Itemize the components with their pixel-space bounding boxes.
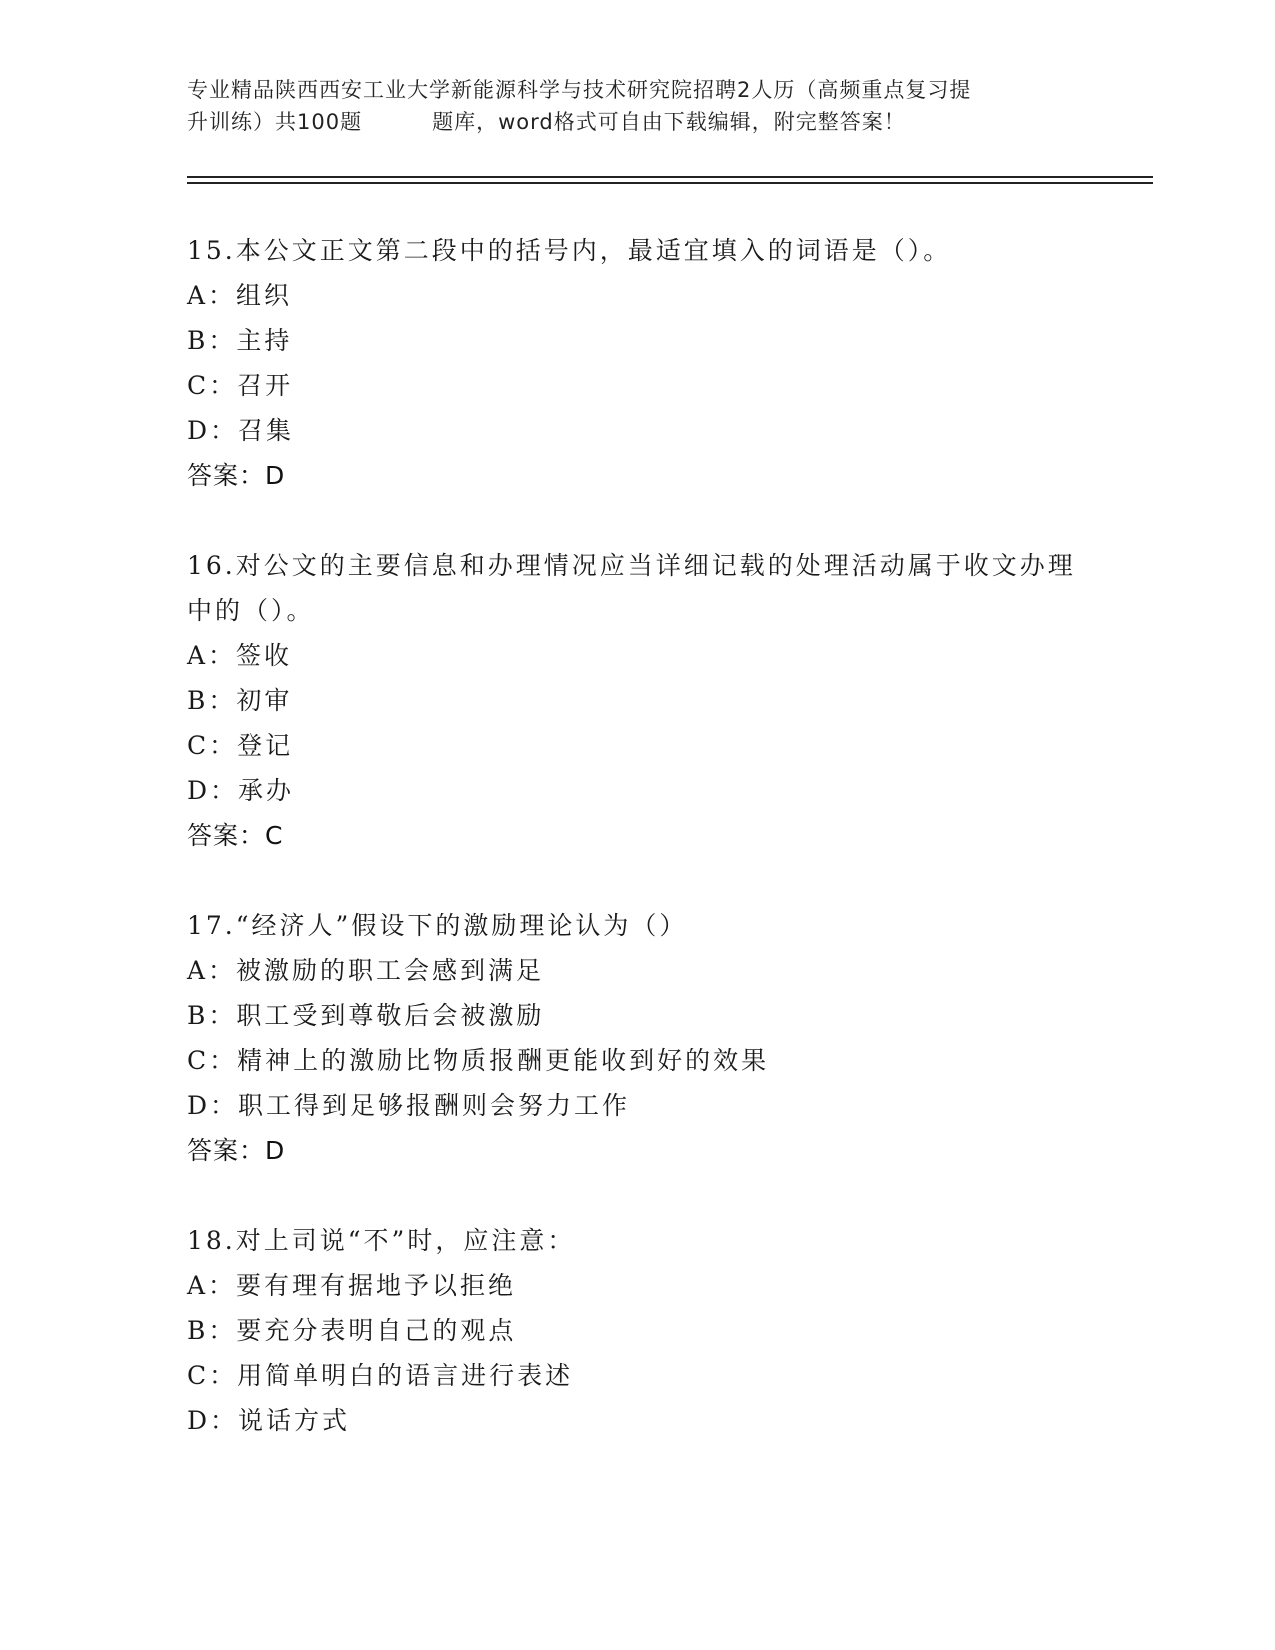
question-stem: 17.“经济人”假设下的激励理论认为（） <box>187 911 688 940</box>
question-15 <box>187 228 1087 498</box>
question-spacer <box>187 498 1087 543</box>
question-stem: 16.对公文的主要信息和办理情况应当详细记载的处理活动属于收文办理中的（）。 <box>187 551 1076 625</box>
header-title-line-2-left: 升训练）共100题 <box>187 110 363 134</box>
option-d: D：召集 <box>187 416 295 445</box>
question-17 <box>187 903 1087 1173</box>
option-a: A：被激励的职工会感到满足 <box>187 956 545 985</box>
header-divider-bottom <box>187 182 1153 184</box>
option-d: D：承办 <box>187 776 295 805</box>
option-a: A：组织 <box>187 281 293 310</box>
option-c: C：登记 <box>187 731 294 760</box>
answer-line: 答案：D <box>187 1136 286 1165</box>
header-title-line-2 <box>187 106 1087 138</box>
option-b: B：要充分表明自己的观点 <box>187 1316 517 1345</box>
document-header <box>187 74 1087 138</box>
option-a: A：要有理有据地予以拒绝 <box>187 1271 517 1300</box>
option-b: B：初审 <box>187 686 293 715</box>
answer-line: 答案：C <box>187 821 284 850</box>
header-title-line-2-right: 题库，word格式可自由下载编辑，附完整答案！ <box>432 110 906 134</box>
question-list <box>187 228 1087 1443</box>
question-16 <box>187 543 1087 858</box>
answer-line: 答案：D <box>187 461 286 490</box>
header-title-line-1: 专业精品陕西西安工业大学新能源科学与技术研究院招聘2人历（高频重点复习提 <box>187 78 972 102</box>
option-a: A：签收 <box>187 641 293 670</box>
option-c: C：召开 <box>187 371 294 400</box>
option-d: D：职工得到足够报酬则会努力工作 <box>187 1091 631 1120</box>
option-c: C：精神上的激励比物质报酬更能收到好的效果 <box>187 1046 770 1075</box>
option-c: C：用简单明白的语言进行表述 <box>187 1361 574 1390</box>
option-b: B：主持 <box>187 326 293 355</box>
question-spacer <box>187 1173 1087 1218</box>
header-gap <box>362 106 432 138</box>
header-divider-top <box>187 176 1153 178</box>
question-18 <box>187 1218 1087 1443</box>
option-b: B：职工受到尊敬后会被激励 <box>187 1001 545 1030</box>
option-d: D：说话方式 <box>187 1406 351 1435</box>
question-spacer <box>187 858 1087 903</box>
question-stem: 18.对上司说“不”时，应注意： <box>187 1226 576 1255</box>
question-stem: 15.本公文正文第二段中的括号内，最适宜填入的词语是（）。 <box>187 236 952 265</box>
